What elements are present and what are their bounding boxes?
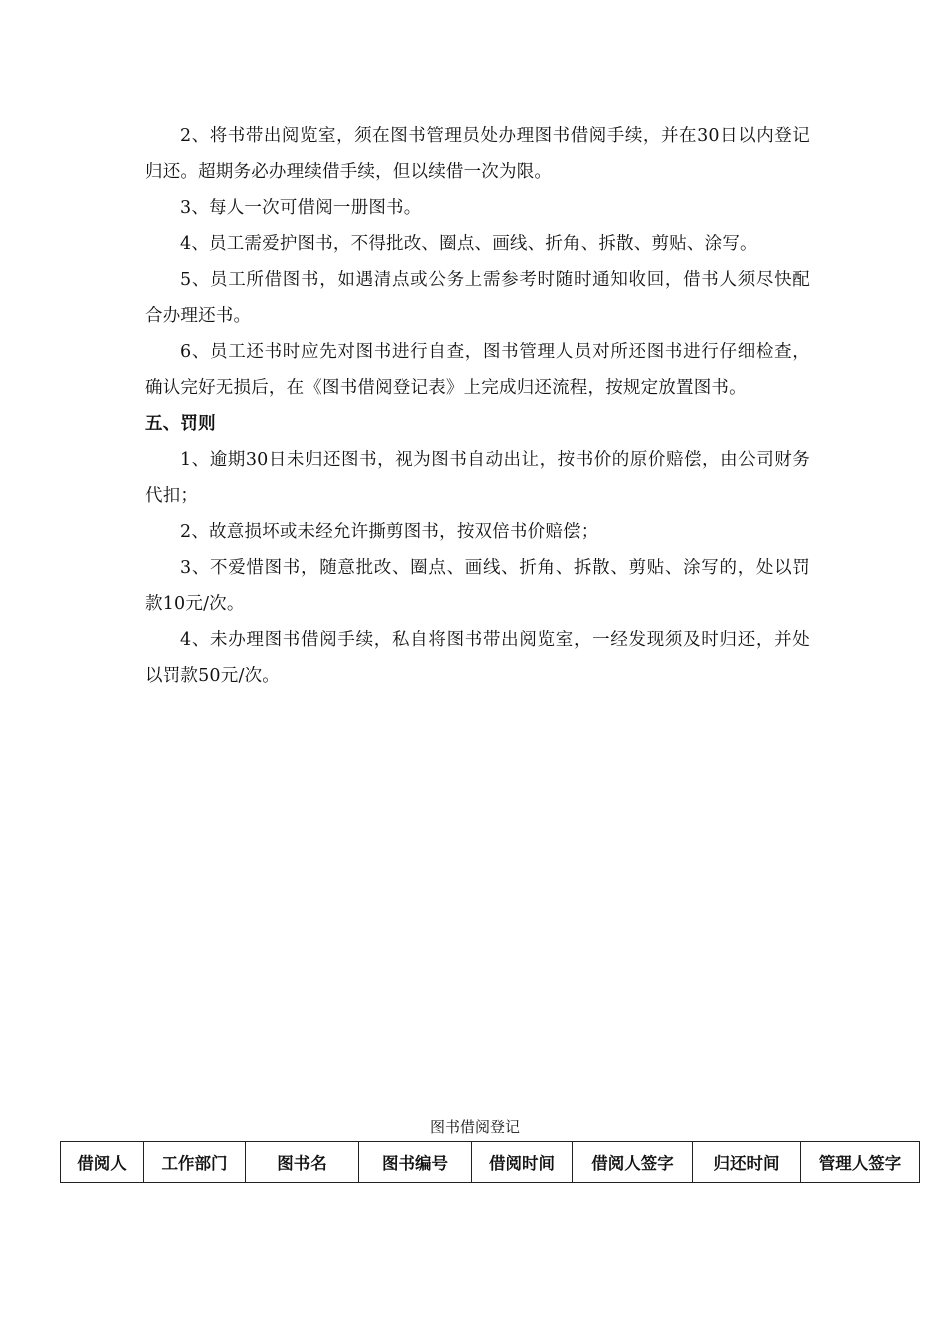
header-book-title: 图书名	[246, 1142, 359, 1183]
header-borrower-signature: 借阅人签字	[573, 1142, 693, 1183]
section-heading-penalties: 五、罚则	[145, 414, 216, 434]
rule-paragraph-5: 5、员工所借图书，如遇清点或公务上需参考时随时通知收回，借书人须尽快配合办理还书。	[145, 270, 810, 326]
header-borrow-time: 借阅时间	[472, 1142, 573, 1183]
rule-paragraph-3: 3、每人一次可借阅一册图书。	[180, 198, 422, 218]
header-return-time: 归还时间	[693, 1142, 801, 1183]
rule-paragraph-4: 4、员工需爱护图书，不得批改、圈点、画线、折角、拆散、剪贴、涂写。	[180, 234, 758, 254]
rule-paragraph-6: 6、员工还书时应先对图书进行自查，图书管理人员对所还图书进行仔细检查，确认完好无损后，在《图书借阅登记表》上完成归还流程，按规定放置图书。	[145, 342, 810, 398]
penalty-paragraph-1: 1、逾期30日未归还图书，视为图书自动出让，按书价的原价赔偿，由公司财务代扣；	[145, 450, 810, 506]
header-manager-signature: 管理人签字	[801, 1142, 920, 1183]
header-borrower: 借阅人	[61, 1142, 144, 1183]
header-department: 工作部门	[144, 1142, 246, 1183]
table-caption: 图书借阅登记	[429, 1118, 520, 1136]
penalty-paragraph-3: 3、不爱惜图书，随意批改、圈点、画线、折角、拆散、剪贴、涂写的，处以罚款10元/次。	[145, 558, 810, 614]
borrow-register-table	[60, 1141, 920, 1183]
penalty-paragraph-4: 4、未办理图书借阅手续，私自将图书带出阅览室，一经发现须及时归还，并处以罚款50元/次。	[145, 630, 810, 686]
table-header-row	[61, 1142, 920, 1183]
header-book-number: 图书编号	[359, 1142, 472, 1183]
document-body	[145, 118, 810, 694]
penalty-paragraph-2: 2、故意损坏或未经允许撕剪图书，按双倍书价赔偿；	[180, 522, 599, 542]
rule-paragraph-2: 2、将书带出阅览室，须在图书管理员处办理图书借阅手续，并在30日以内登记归还。超期务必办理续借手续，但以续借一次为限。	[145, 126, 810, 182]
